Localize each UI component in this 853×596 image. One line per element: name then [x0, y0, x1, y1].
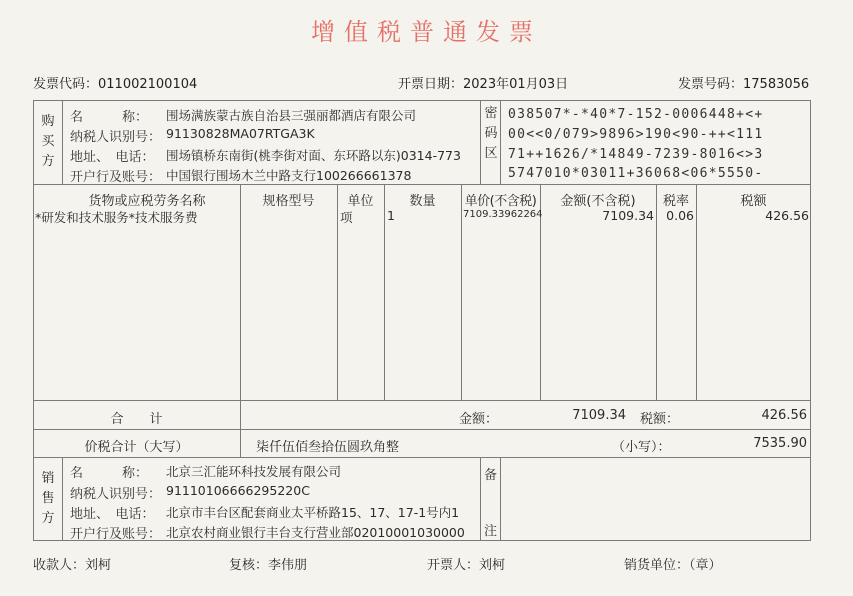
seller-bank-label: 开户行及账号：	[70, 527, 162, 542]
cipher-line: 038507*-*40*7-152-0006448+<+	[508, 107, 764, 122]
invoice-number	[678, 73, 809, 92]
buyer-taxid-value: 91130828MA07RTGA3K	[166, 126, 315, 141]
col-divider-rate	[696, 184, 697, 400]
footer-reviewer	[229, 554, 307, 573]
divider-buyer-label	[62, 100, 63, 184]
seller-address-label: 地址、 电话：	[70, 507, 155, 522]
buyer-name-label: 名 称：	[70, 110, 149, 125]
col-header-qty: 数量	[409, 194, 436, 209]
invoice-date	[398, 73, 568, 92]
remarks-label-bottom: 注	[484, 524, 498, 539]
item-rate: 0.06	[666, 208, 694, 223]
seller-name-label: 名 称：	[70, 466, 149, 481]
invoice-title: 增值税普通发票	[311, 18, 542, 46]
col-header-amount: 金额(不含税)	[560, 194, 636, 209]
col-header-tax: 税额	[740, 194, 767, 209]
footer-reviewer-label: 复核：	[229, 558, 269, 573]
invoice-number-value: 17583056	[743, 77, 810, 92]
seller-name-value: 北京三汇能环科技发展有限公司	[166, 464, 342, 479]
invoice-date-value: 2023年01月03日	[463, 77, 569, 92]
col-divider-name	[240, 184, 241, 429]
divider-totals-bottom	[33, 429, 811, 430]
footer-issuer-value: 刘柯	[479, 558, 506, 573]
divider-grandtotal-label	[240, 429, 241, 457]
col-header-name: 货物或应税劳务名称	[88, 194, 206, 209]
grand-total-lower-value: 7535.90	[753, 436, 807, 451]
footer-payee-value: 刘柯	[85, 558, 112, 573]
buyer-address-value: 围场镇桥东南街(桃李街对面、东环路以东)0314-773	[166, 148, 461, 163]
seller-taxid-label: 纳税人识别号：	[70, 487, 162, 502]
item-qty: 1	[387, 208, 395, 223]
seller-address-value: 北京市丰台区配套商业太平桥路15、17、17-1号内1	[166, 505, 460, 520]
seller-section-label: 销售方	[41, 471, 55, 526]
footer-issuer-label: 开票人：	[427, 558, 480, 573]
col-header-price: 单价(不含税)	[464, 194, 537, 209]
grand-total-label: 价税合计（大写）	[84, 440, 189, 455]
buyer-section-label: 购买方	[41, 114, 55, 169]
cipher-line: 00<<0/079>9896>190<90-++<111	[508, 127, 764, 142]
item-unit: 项	[340, 210, 353, 225]
item-name: *研发和技术服务*技术服务费	[35, 210, 198, 225]
item-price: 7109.33962264	[463, 209, 543, 220]
footer-payee-label: 收款人：	[33, 558, 86, 573]
totals-amount-label: 金额：	[459, 412, 499, 427]
cipher-line: 5747010*03011+36068<06*5550-	[508, 166, 764, 181]
buyer-bank-value: 中国银行围场木兰中路支行100266661378	[166, 168, 412, 183]
buyer-address-label: 地址、 电话：	[70, 150, 155, 165]
totals-tax-value: 426.56	[761, 408, 807, 423]
invoice-code	[33, 73, 197, 92]
remarks-label-top: 备	[484, 468, 498, 483]
seller-bank-value: 北京农村商业银行丰台支行营业部02010001030000	[166, 525, 465, 540]
item-amount: 7109.34	[602, 208, 654, 223]
item-tax: 426.56	[765, 208, 809, 223]
invoice-code-value: 011002100104	[98, 77, 198, 92]
totals-label: 合 计	[110, 412, 163, 427]
invoice-number-label: 发票号码：	[678, 77, 744, 92]
divider-seller-label	[62, 457, 63, 541]
buyer-name-value: 围场满族蒙古族自治县三强丽都酒店有限公司	[166, 108, 417, 123]
col-divider-qty	[461, 184, 462, 400]
col-divider-amount	[656, 184, 657, 400]
divider-grandtotal-bottom	[33, 457, 811, 458]
grand-total-lower-label: （小写）：	[612, 440, 671, 455]
col-header-spec: 规格型号	[262, 194, 315, 209]
col-divider-unit	[384, 184, 385, 400]
footer-reviewer-value: 李伟朋	[268, 558, 308, 573]
grand-total-upper: 柒仟伍佰叁拾伍圆玖角整	[256, 440, 400, 455]
col-header-unit: 单位	[347, 194, 374, 209]
divider-seller-remark-a	[480, 457, 481, 541]
footer-issuer	[427, 554, 505, 573]
footer-seller-stamp: 销货单位：（章）	[624, 558, 722, 573]
col-header-rate: 税率	[662, 194, 689, 209]
footer-payee	[33, 554, 111, 573]
col-divider-spec	[337, 184, 338, 400]
invoice-code-label: 发票代码：	[33, 77, 99, 92]
divider-seller-remark-b	[500, 457, 501, 541]
seller-taxid-value: 91110106666295220C	[166, 483, 310, 498]
buyer-bank-label: 开户行及账号：	[70, 170, 162, 185]
totals-tax-label: 税额：	[640, 412, 680, 427]
buyer-taxid-label: 纳税人识别号：	[70, 130, 162, 145]
divider-items-bottom	[33, 400, 811, 401]
totals-amount-value: 7109.34	[572, 408, 626, 423]
cipher-line: 71++1626/*14849-7239-8016<>3	[508, 147, 764, 162]
cipher-section-label: 密码区	[484, 106, 498, 161]
invoice-date-label: 开票日期：	[398, 77, 464, 92]
